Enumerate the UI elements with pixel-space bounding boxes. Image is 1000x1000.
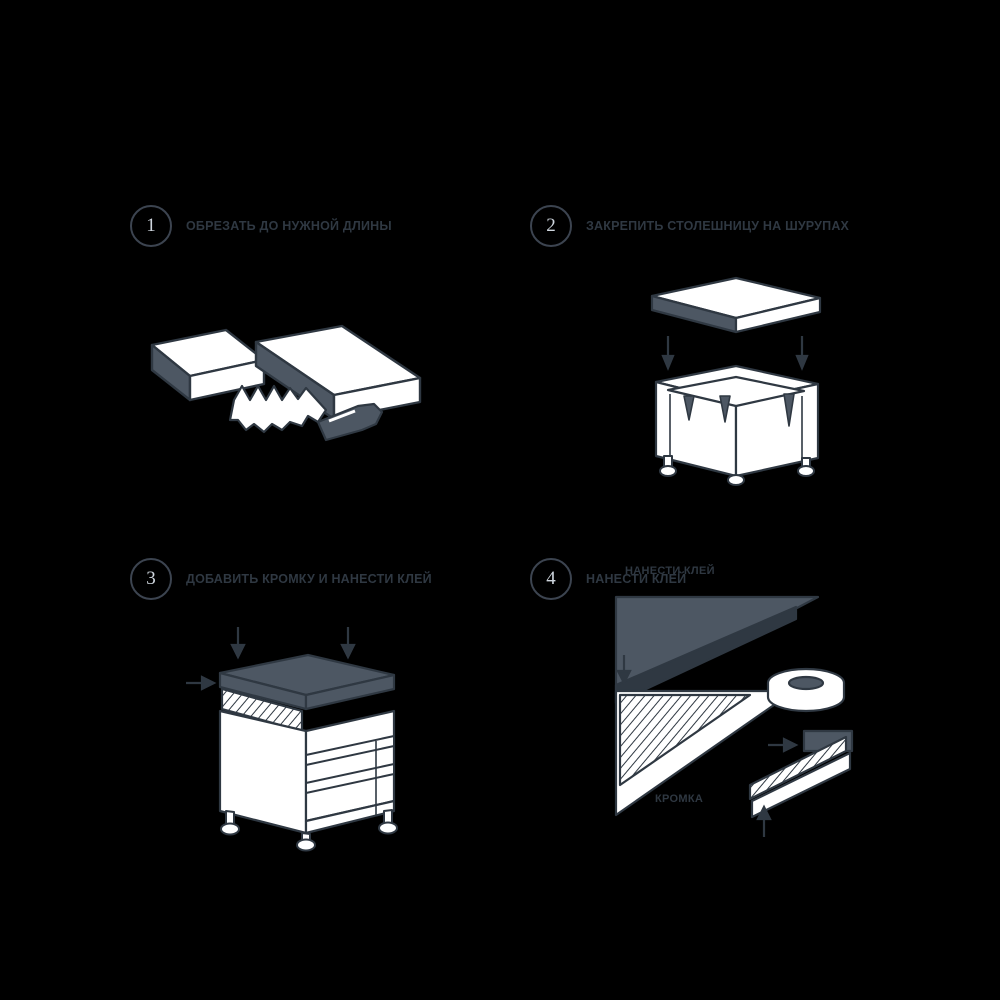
step-3-number: 3 bbox=[130, 558, 172, 600]
step-2-number: 2 bbox=[530, 205, 572, 247]
step-4-label-edge: КРОМКА bbox=[655, 793, 704, 805]
step-1-illustration bbox=[130, 300, 450, 490]
step-3-title: ДОБАВИТЬ КРОМКУ И НАНЕСТИ КЛЕЙ bbox=[186, 572, 432, 586]
step-1-title: ОБРЕЗАТЬ ДО НУЖНОЙ ДЛИНЫ bbox=[186, 219, 392, 233]
step-3 bbox=[130, 558, 432, 600]
step-1-number: 1 bbox=[130, 205, 172, 247]
step-4-illustration bbox=[600, 585, 860, 855]
step-4-title: НАНЕСТИ КЛЕЙ bbox=[586, 572, 687, 586]
step-3-header bbox=[130, 558, 432, 600]
step-2-title: ЗАКРЕПИТЬ СТОЛЕШНИЦУ НА ШУРУПАХ bbox=[586, 219, 850, 233]
step-4-number: 4 bbox=[530, 558, 572, 600]
step-2-illustration bbox=[640, 270, 840, 485]
step-3-illustration bbox=[180, 615, 440, 875]
step-1-header bbox=[130, 205, 392, 247]
step-1 bbox=[130, 205, 392, 247]
step-2 bbox=[530, 205, 849, 247]
step-2-header bbox=[530, 205, 849, 247]
step-4-label-glue: НАНЕСТИ КЛЕЙ bbox=[625, 565, 715, 577]
